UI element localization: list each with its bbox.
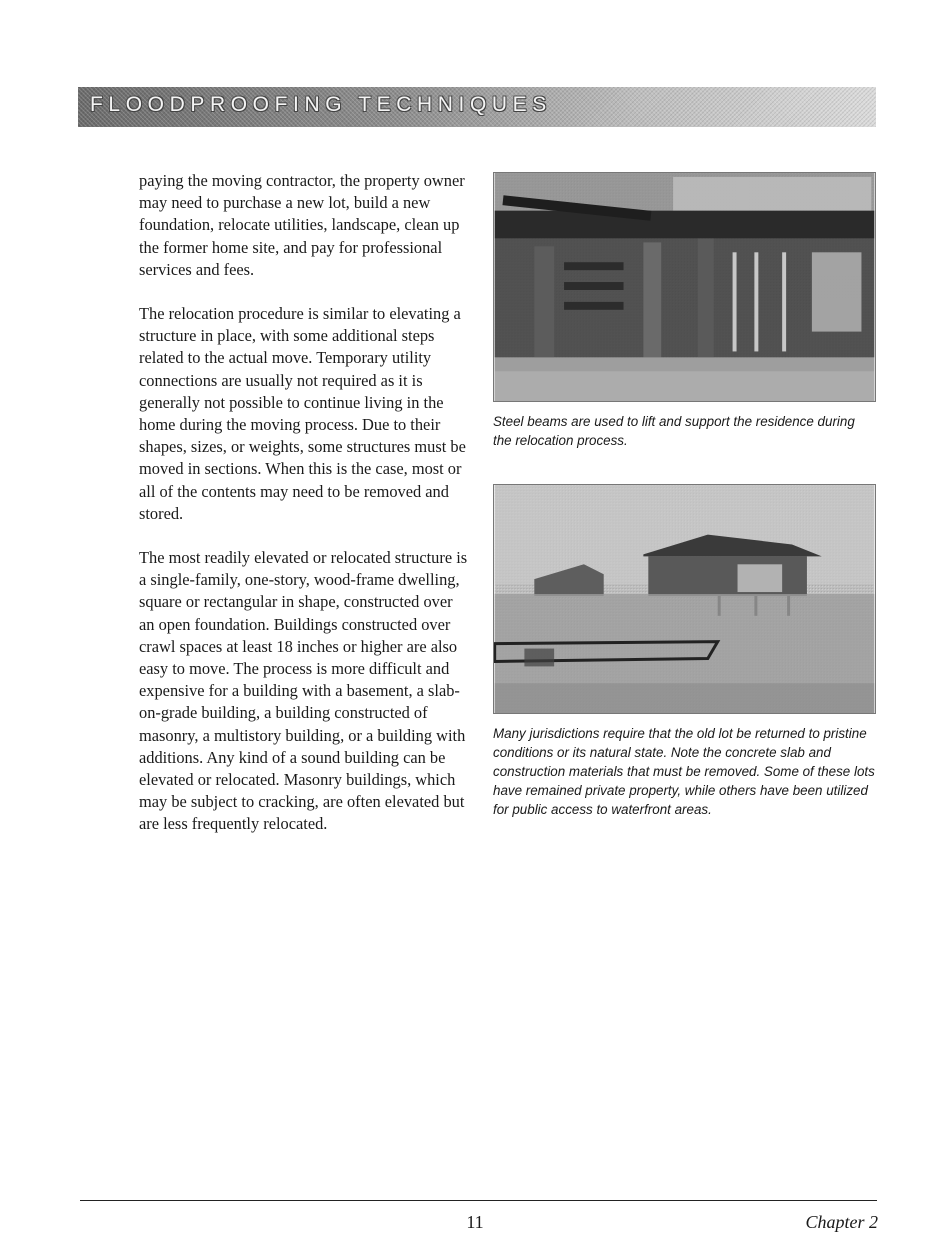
chapter-label: Chapter 2 bbox=[805, 1212, 878, 1232]
figure-caption: Steel beams are used to lift and support the residence during the relocation process. bbox=[493, 414, 855, 448]
photo-house-on-steel-beams bbox=[493, 172, 876, 402]
figure-caption: Many jurisdictions require that the old lot be returned to pristine conditions or its natural state. Note the concrete slab and construction materials that must be removed. Some of these lots have remained private property, while others have been utilized for public access to waterfront areas. bbox=[493, 726, 875, 817]
body-paragraph: The most readily elevated or relocated structure is a single-family, one-story, wood-frame dwelling, square or rectangular in shape, constructed over an open foundation. Buildings constructed over crawl spaces at least 18 inches or higher are also easy to move. The process is more difficult and expensive for a building with a basement, a slab-on-grade building, a building constructed of masonry, a multistory building, or a building with additions. Any kind of a sound building can be elevated or relocated. Masonry buildings, which may be subject to cracking, are often elevated but are less frequently relocated. bbox=[139, 548, 468, 834]
page-number: 11 bbox=[466, 1212, 484, 1232]
body-text-column bbox=[139, 170, 469, 858]
section-header-title: FLOODPROOFING TECHNIQUES bbox=[90, 93, 552, 116]
body-paragraph: paying the moving contractor, the property owner may need to purchase a new lot, build a new foundation, relocate utilities, landscape, clean up the former home site, and pay for professional services and fees. bbox=[139, 171, 465, 279]
figure-steel-beams bbox=[493, 172, 876, 450]
section-header-band bbox=[78, 87, 876, 127]
footer-rule bbox=[80, 1200, 877, 1201]
figure-old-lot bbox=[493, 484, 876, 819]
photo-relocated-house-lot bbox=[493, 484, 876, 714]
body-paragraph: The relocation procedure is similar to elevating a structure in place, with some additional steps related to the actual move. Temporary utility connections are usually not required as it is generally not possible to continue living in the home during the moving process. Due to their shapes, sizes, or weights, some structures must be moved in sections. When this is the case, most or all of the contents may need to be removed and stored. bbox=[139, 304, 466, 523]
